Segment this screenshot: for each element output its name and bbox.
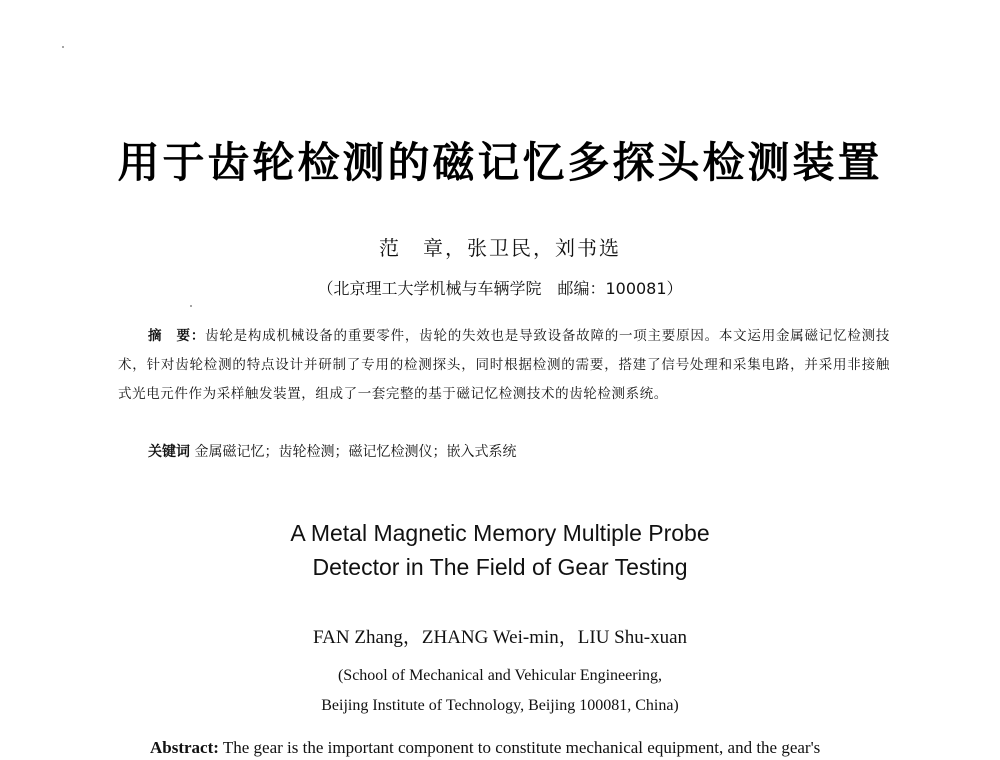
scan-speck xyxy=(62,46,64,48)
authors-en: FAN Zhang，ZHANG Wei-min，LIU Shu-xuan xyxy=(312,627,688,648)
affiliation-en-line1: (School of Mechanical and Vehicular Engineering, xyxy=(337,667,663,684)
abstract-cn xyxy=(118,322,890,409)
affiliation-en-line2: Beijing Institute of Technology, Beijing 100081, China) xyxy=(321,697,679,714)
affiliation-en xyxy=(0,661,1000,721)
paper-title-en-line2: Detector in The Field of Gear Testing xyxy=(312,554,688,580)
abstract-cn-text: 齿轮是构成机械设备的重要零件，齿轮的失效也是导致设备故障的一项主要原因。本文运用金属磁记忆检测技术，针对齿轮检测的特点设计并研制了专用的检测探头，同时根据检测的需要，搭建了信号处理和采集电路，并采用非接触式光电元件作为采样触发装置，组成了一套完整的基于磁记忆检测技术的齿轮检测系统。 xyxy=(118,328,890,402)
scan-speck xyxy=(190,305,192,307)
keywords-cn xyxy=(148,441,516,461)
abstract-cn-label: 摘 要： xyxy=(148,328,206,344)
paper-title-en xyxy=(0,516,1000,584)
paper-title-en-line1: A Metal Magnetic Memory Multiple Probe xyxy=(290,520,710,546)
paper-title-cn: 用于齿轮检测的磁记忆多探头检测装置 xyxy=(117,138,883,187)
keywords-cn-label: 关键词 xyxy=(148,444,190,460)
affiliation-cn: （北京理工大学机械与车辆学院 邮编：100081） xyxy=(317,279,683,298)
abstract-en xyxy=(150,738,910,758)
abstract-en-label: Abstract: xyxy=(150,738,219,757)
authors-cn: 范 章，张卫民，刘书选 xyxy=(379,236,621,260)
keywords-cn-text: 金属磁记忆；齿轮检测；磁记忆检测仪；嵌入式系统 xyxy=(194,444,517,460)
abstract-en-text: The gear is the important component to constitute mechanical equipment, and the gear's xyxy=(222,738,821,757)
